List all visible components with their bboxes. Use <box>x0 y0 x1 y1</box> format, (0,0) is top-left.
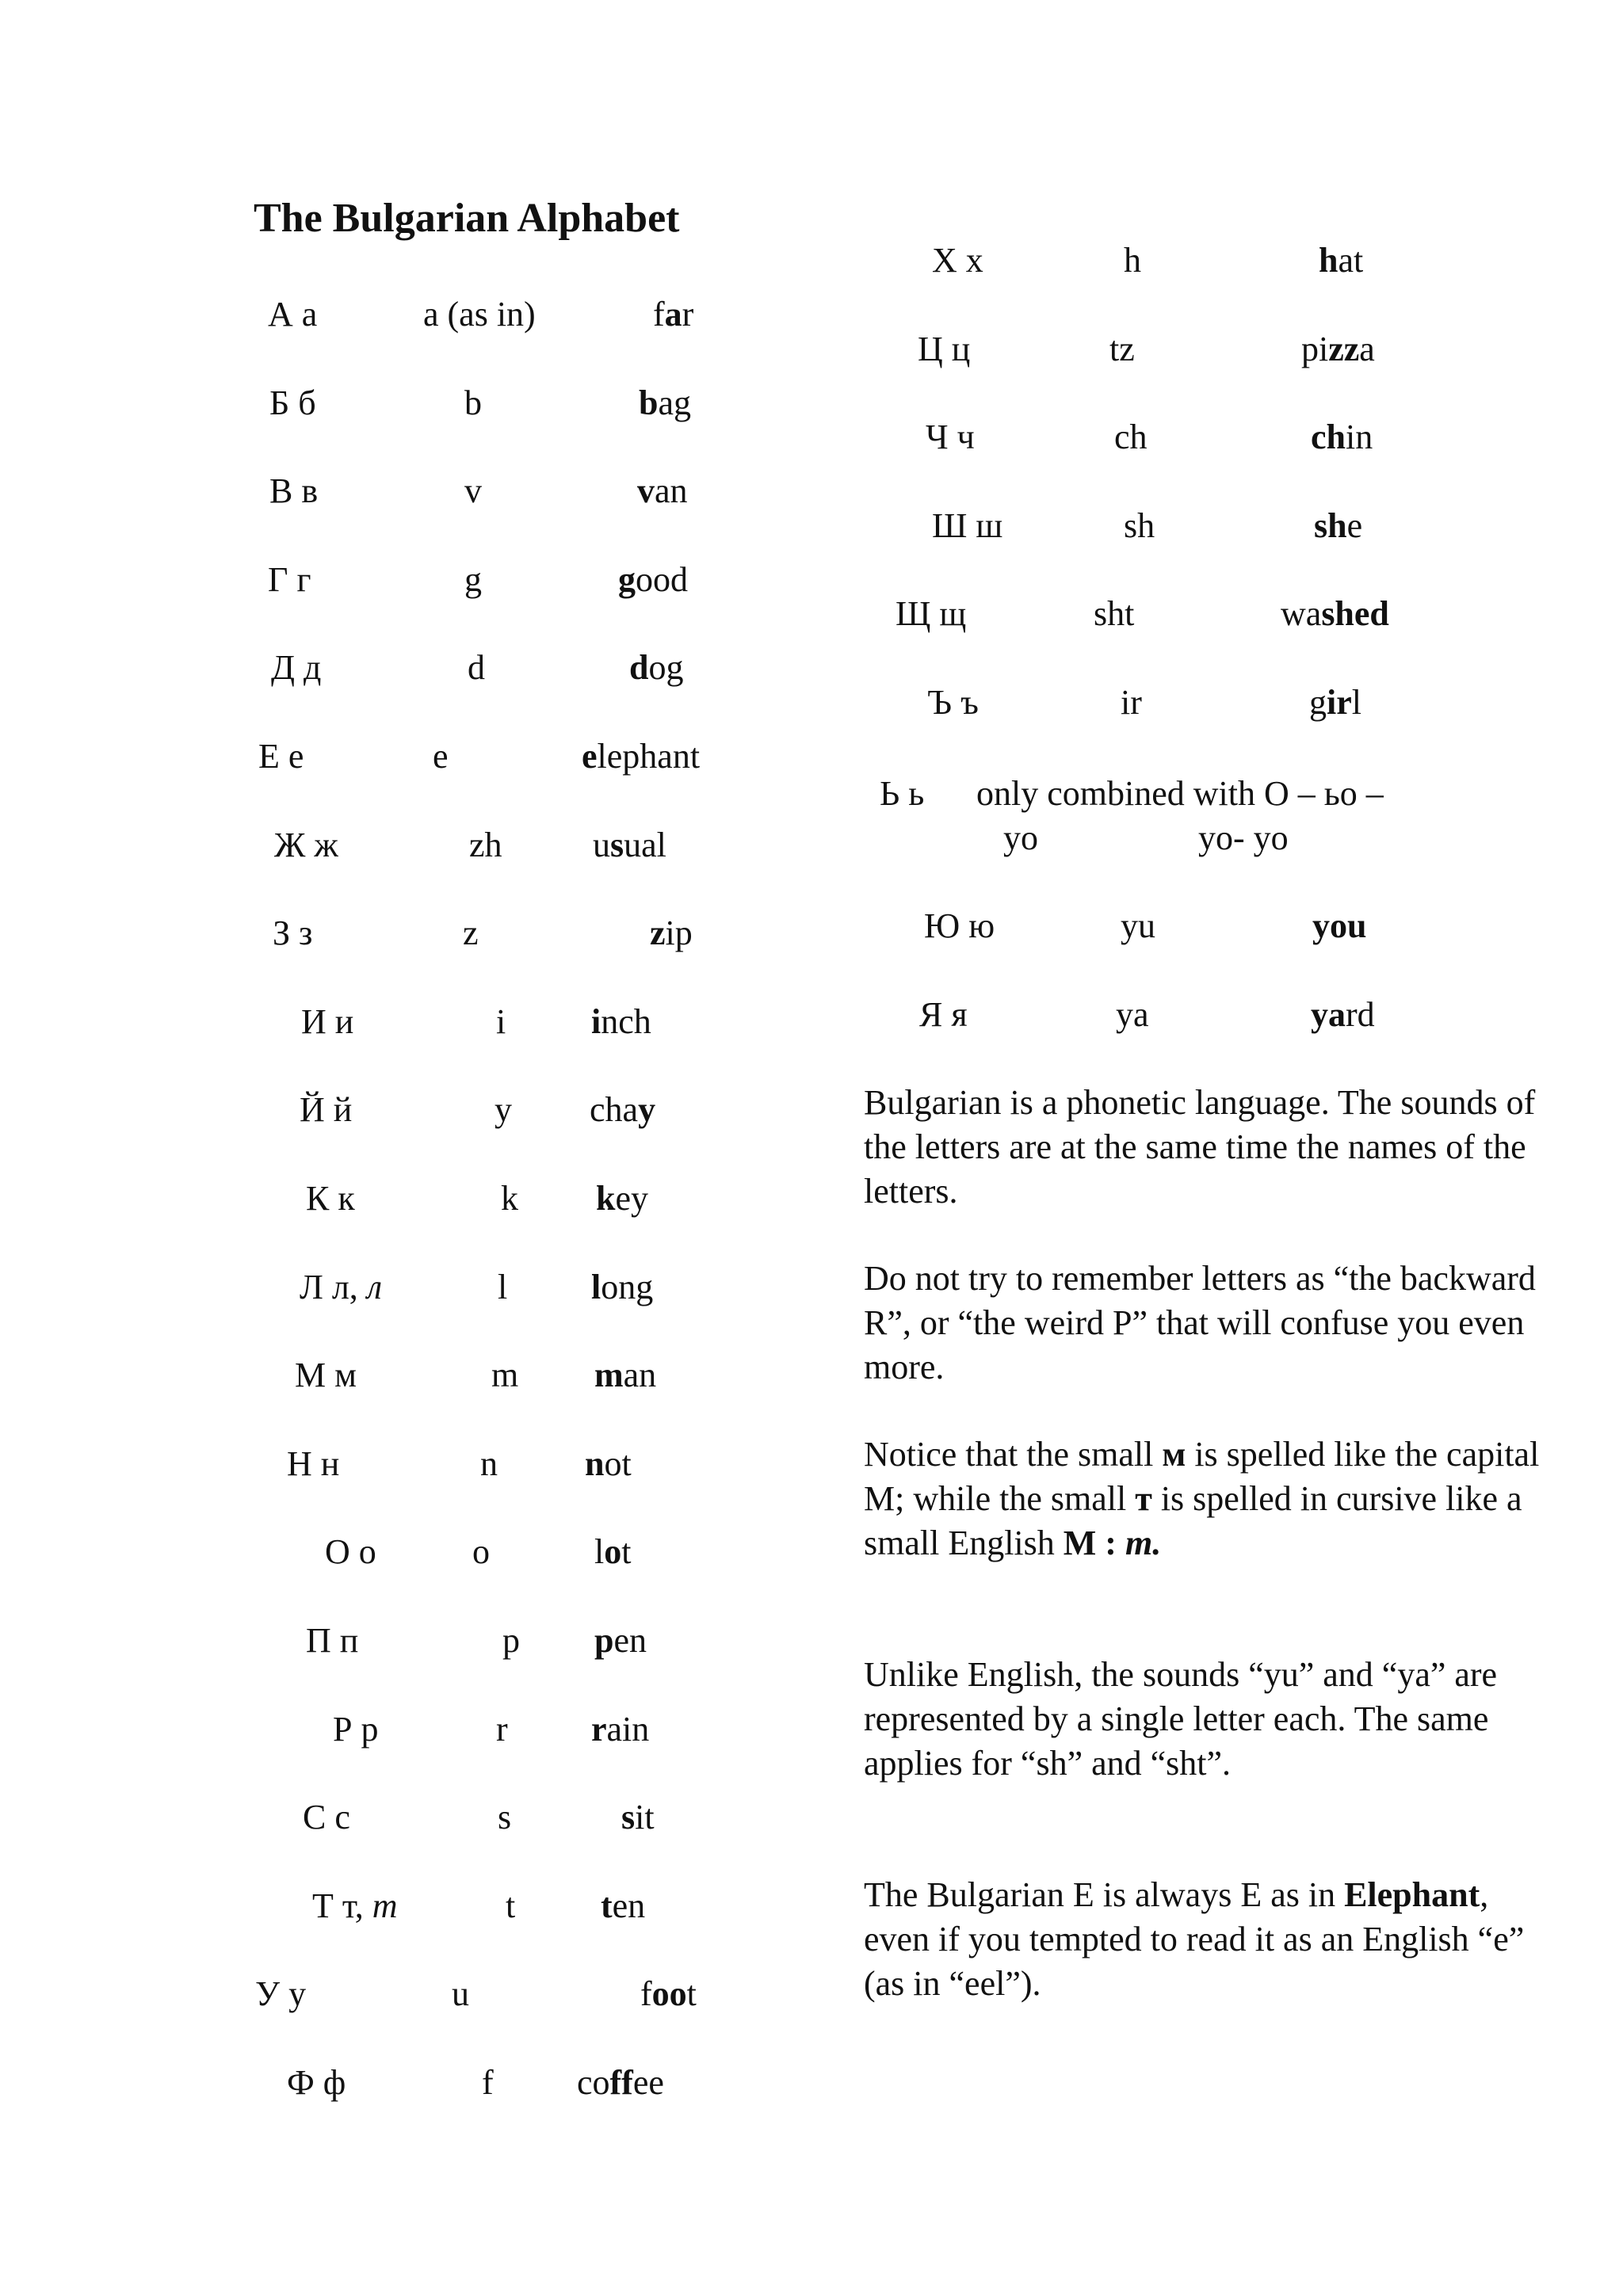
sound-cell: p <box>502 1621 520 1660</box>
text-run: ong <box>601 1267 654 1306</box>
text-run: an <box>623 1356 657 1395</box>
sound-cell: g <box>464 559 482 599</box>
letter-glyphs: В в <box>269 471 319 511</box>
letter-glyphs: Я я <box>919 994 968 1034</box>
page-title: The Bulgarian Alphabet <box>254 196 680 241</box>
text-run: t <box>601 1886 613 1925</box>
example-word <box>594 1623 647 1658</box>
letter-cell <box>287 2065 346 2100</box>
example-word <box>1311 994 1375 1034</box>
sound-cell: l <box>498 1267 508 1306</box>
sound-cell: v <box>464 471 482 511</box>
example-word <box>601 1886 646 1925</box>
letter-glyphs: Н н <box>287 1444 340 1483</box>
sound-cell: i <box>496 1001 506 1041</box>
example-word <box>577 2065 664 2100</box>
letter-glyphs: Й й <box>300 1090 353 1130</box>
cursive-letter: т <box>372 1886 398 1925</box>
text-run: a <box>1359 329 1375 368</box>
example-word <box>594 1358 656 1393</box>
letter-cell <box>300 1267 382 1306</box>
text-run: pi <box>1301 329 1329 368</box>
letter-glyphs: Ч ч <box>926 418 975 457</box>
letter-cell <box>303 1800 350 1835</box>
text-run: ir <box>1327 683 1352 722</box>
sound-cell: sh <box>1124 505 1155 545</box>
cursive-letter: л <box>366 1267 382 1306</box>
letter-cell <box>287 1444 340 1483</box>
example-word <box>629 648 684 688</box>
example-word <box>653 297 693 332</box>
note-paragraph <box>864 1081 1545 1214</box>
text-run: co <box>577 2063 610 2102</box>
text-run: t <box>686 1974 697 2014</box>
example-word <box>1312 906 1367 945</box>
letter-glyphs: Щ щ <box>896 594 967 634</box>
sound-cell: y <box>495 1090 512 1130</box>
letter-cell <box>300 1090 353 1130</box>
text-run: f <box>653 295 665 334</box>
letter-cell <box>273 913 313 953</box>
text-run: M : <box>1063 1524 1125 1562</box>
letter-cell <box>269 471 319 511</box>
text-run: f <box>640 1974 652 2014</box>
sound-cell: z <box>463 913 479 953</box>
example-word <box>585 1444 632 1483</box>
text-run: e <box>1346 505 1363 545</box>
letter-cell <box>932 243 983 278</box>
letter-glyphs: Е е <box>258 737 304 776</box>
sound-cell: ya <box>1116 994 1149 1034</box>
letter-glyphs: Т т, <box>312 1886 372 1925</box>
text-run: i <box>591 1001 601 1041</box>
example-word <box>582 739 700 774</box>
text-run: ain <box>606 1709 650 1749</box>
letter-glyphs: З з <box>273 913 313 953</box>
text-run: l <box>594 1532 605 1572</box>
text-run: lephant <box>597 737 701 776</box>
text-run: ch <box>1311 418 1346 457</box>
letter-cell <box>268 559 311 599</box>
text-run: ey <box>615 1179 649 1218</box>
text-run: ag <box>658 383 692 422</box>
soft-sign-example: yo- yo <box>1198 818 1289 857</box>
text-run: м <box>1162 1435 1186 1474</box>
letter-cell <box>295 1358 357 1393</box>
letter-cell <box>274 825 338 864</box>
letter-cell <box>306 1623 358 1658</box>
note-paragraph <box>864 1873 1545 2006</box>
example-word <box>590 1090 656 1130</box>
text-run: m <box>594 1356 624 1395</box>
example-word <box>650 913 693 953</box>
letter-cell <box>301 1001 354 1041</box>
text-run: og <box>648 648 684 688</box>
letter-glyphs: А а <box>268 295 318 334</box>
text-run: a <box>664 295 682 334</box>
text-run: Unlike English, the sounds “yu” and “ya” are represented by a single letter each. The same applies for “sh” and “sht”. <box>864 1655 1498 1783</box>
sound-cell: sht <box>1094 594 1135 634</box>
letter-glyphs: Ю ю <box>924 906 995 945</box>
example-word <box>1281 594 1389 634</box>
text-run: l <box>1351 683 1361 722</box>
example-word <box>593 825 666 864</box>
soft-sign-sound: yo <box>1003 818 1038 857</box>
text-run: nch <box>601 1001 651 1041</box>
letter-cell <box>258 739 304 774</box>
text-run: ff <box>609 2063 633 2102</box>
letter-glyphs: Г г <box>268 559 311 599</box>
text-run: is spelled in cursive like a small English <box>864 1479 1522 1562</box>
text-run: r <box>682 295 694 334</box>
example-word <box>596 1181 648 1216</box>
letter-cell <box>255 1974 307 2014</box>
text-run: ya <box>1311 994 1346 1034</box>
text-run: s <box>621 1798 636 1837</box>
text-run: g <box>618 559 636 599</box>
sound-cell: yu <box>1121 906 1155 945</box>
text-run: Do not try to remember letters as “the backward R”, or “the weird P” that will confuse you even more. <box>864 1259 1536 1386</box>
letter-glyphs: Б б <box>269 383 316 422</box>
example-word <box>637 471 688 511</box>
example-word <box>591 1267 654 1306</box>
text-run: rd <box>1346 994 1375 1034</box>
text-run: m. <box>1125 1524 1162 1562</box>
letter-cell <box>896 594 967 634</box>
text-run: ee <box>632 2063 664 2102</box>
letter-cell <box>333 1709 379 1749</box>
example-word <box>1319 243 1363 278</box>
letter-cell <box>312 1886 398 1925</box>
example-word <box>621 1800 655 1835</box>
text-run: it <box>635 1798 655 1837</box>
letter-glyphs: И и <box>301 1001 354 1041</box>
text-run: shed <box>1321 594 1389 634</box>
sound-cell: m <box>491 1356 519 1395</box>
letter-cell <box>306 1181 355 1216</box>
letter-glyphs: Р р <box>333 1709 379 1749</box>
sound-cell: zh <box>469 825 502 864</box>
text-run: , even if you tempted to read it as an English “e” (as in “eel”). <box>864 1875 1525 2003</box>
note-paragraph <box>864 1432 1545 1566</box>
note-paragraph <box>864 1257 1545 1390</box>
example-word <box>639 383 692 422</box>
text-run: Notice that the small <box>864 1435 1163 1474</box>
letter-glyphs: Д д <box>271 648 322 688</box>
text-run: en <box>613 1621 647 1660</box>
text-run: is spelled like the capital M; while the small <box>864 1435 1540 1518</box>
text-run: oo <box>651 1974 687 2014</box>
sound-cell: d <box>468 648 485 688</box>
letter-cell <box>927 685 979 720</box>
text-run: zz <box>1328 329 1360 368</box>
text-run: s <box>610 825 624 864</box>
sound-cell: ch <box>1114 418 1148 457</box>
text-run: you <box>1312 906 1367 945</box>
example-word <box>618 559 688 599</box>
text-run: Bulgarian is a phonetic language. The sounds of the letters are at the same time the names of the letters. <box>864 1083 1536 1211</box>
note-paragraph <box>864 1653 1545 1786</box>
text-run: v <box>637 471 655 511</box>
text-run: т <box>1135 1479 1152 1518</box>
text-run: y <box>638 1090 656 1130</box>
letter-glyphs: Ъ ъ <box>927 683 979 722</box>
letter-glyphs: Ш ш <box>932 505 1003 545</box>
text-run: en <box>612 1886 646 1925</box>
sound-cell: t <box>506 1886 516 1925</box>
text-run: ood <box>636 559 688 599</box>
sound-cell: b <box>464 383 482 422</box>
letter-cell <box>924 906 995 945</box>
letter-glyphs: С с <box>303 1798 350 1837</box>
letter-glyphs: Ж ж <box>274 825 338 864</box>
text-run: The Bulgarian E is always E as in <box>864 1875 1345 1914</box>
letter-cell <box>926 420 975 455</box>
letter-glyphs: О о <box>325 1532 376 1572</box>
soft-sign-note: only combined with О – ьо – <box>976 774 1384 813</box>
letter-glyphs: М м <box>295 1356 357 1395</box>
text-run: u <box>593 825 610 864</box>
example-word <box>594 1532 632 1572</box>
sound-cell: ir <box>1121 683 1142 722</box>
sound-cell: f <box>482 2063 494 2102</box>
text-run: cha <box>590 1090 639 1130</box>
text-run: l <box>591 1267 601 1306</box>
letter-cell <box>268 297 317 332</box>
sound-cell: tz <box>1109 329 1135 368</box>
text-run: g <box>1309 683 1327 722</box>
letter-cell <box>325 1532 376 1572</box>
text-run: n <box>585 1444 605 1483</box>
example-word <box>1309 685 1361 720</box>
sound-cell: u <box>452 1974 469 2014</box>
sound-cell: r <box>496 1709 508 1749</box>
letter-cell <box>932 505 1003 545</box>
sound-cell: h <box>1124 241 1141 280</box>
sound-cell: n <box>480 1444 498 1483</box>
sound-cell: a (as in) <box>423 295 536 334</box>
text-run: h <box>1319 241 1338 280</box>
text-run: ip <box>665 913 693 953</box>
text-run: in <box>1346 418 1373 457</box>
text-run: k <box>596 1179 616 1218</box>
text-run: sh <box>1314 505 1347 545</box>
text-run: ot <box>604 1444 632 1483</box>
text-run: ual <box>624 825 666 864</box>
text-run: Elephant <box>1344 1875 1480 1914</box>
text-run: e <box>582 737 598 776</box>
text-run: z <box>650 913 666 953</box>
text-run: t <box>621 1532 632 1572</box>
sound-cell: s <box>498 1798 512 1837</box>
letter-cell <box>919 994 968 1034</box>
example-word <box>1314 505 1363 545</box>
letter-glyphs: Х х <box>932 241 983 280</box>
letter-glyphs: П п <box>306 1621 359 1660</box>
letter-glyphs: Ц ц <box>918 329 971 368</box>
example-word <box>1301 329 1375 368</box>
text-run: an <box>655 471 688 511</box>
soft-sign-letter: Ь ь <box>880 774 925 813</box>
example-word <box>591 1001 651 1041</box>
text-run: o <box>604 1532 622 1572</box>
text-run: b <box>639 383 659 422</box>
letter-glyphs: Л л, <box>300 1267 367 1306</box>
letter-cell <box>269 383 316 422</box>
letter-cell <box>271 648 322 688</box>
text-run: r <box>591 1709 607 1749</box>
example-word <box>1311 420 1373 455</box>
letter-glyphs: К к <box>306 1179 355 1218</box>
letter-glyphs: Ф ф <box>287 2063 346 2102</box>
text-run: at <box>1338 241 1364 280</box>
sound-cell: o <box>472 1532 490 1572</box>
text-run: d <box>629 648 649 688</box>
example-word <box>640 1974 697 2014</box>
sound-cell: e <box>433 737 449 776</box>
sound-cell: k <box>501 1179 518 1218</box>
text-run: p <box>594 1621 614 1660</box>
letter-glyphs: У у <box>255 1974 307 2014</box>
example-word <box>591 1709 650 1749</box>
letter-cell <box>918 329 971 368</box>
text-run: wa <box>1281 594 1322 634</box>
